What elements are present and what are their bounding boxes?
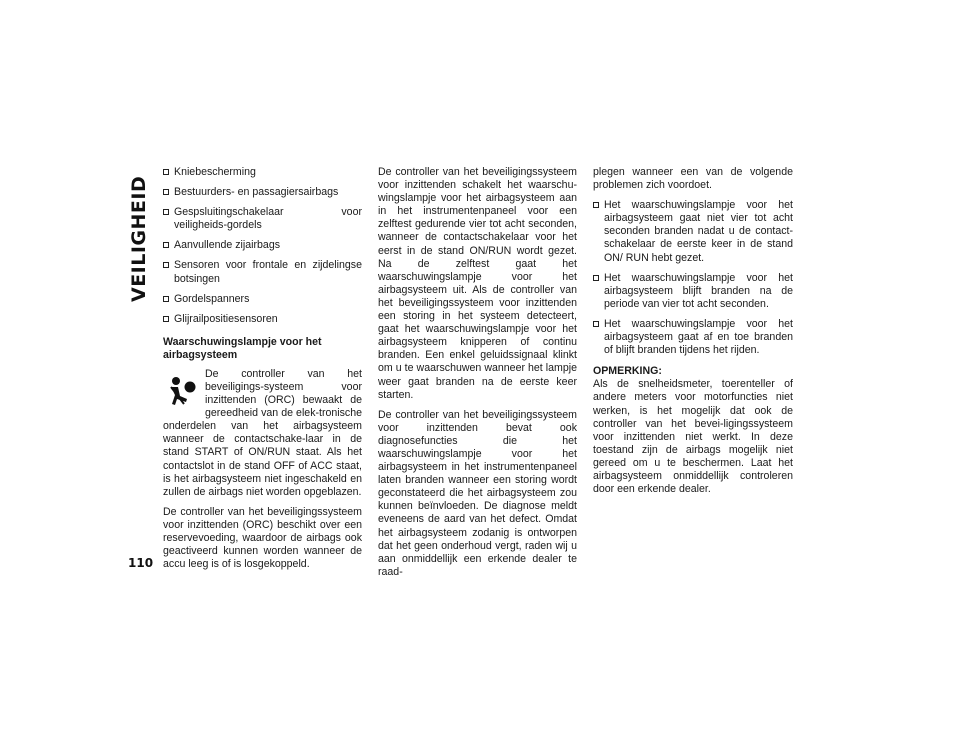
list-item-text: Bestuurders- en passagiersairbags: [174, 186, 339, 199]
paragraph: plegen wanneer een van de volgende problemen zich voordoet.: [593, 166, 793, 192]
list-item: [163, 293, 362, 306]
checkbox-bullet-icon: [163, 189, 169, 195]
column-1: [163, 166, 362, 578]
checkbox-bullet-icon: [593, 321, 599, 327]
list-item: [593, 318, 793, 357]
list-item: [163, 259, 362, 285]
checkbox-bullet-icon: [163, 316, 169, 322]
airbag-paragraph: [163, 368, 362, 499]
paragraph: De controller van het beveiligingssysteem voor inzittenden schakelt het waarschu-wingslampje voor het airbagsysteem aan in het instrumentenpaneel voor een zelftest gedurende vier tot acht seconden, wanneer de contactschakelaar voor het eerst in de stand ON/RUN wordt gezet. Na de zelftest gaat het waarschuwingslampje voor het airbagsysteem uit. Als de controller van het beveiligingssysteem voor inzittenden een storing in het systeem detecteert, gaat het waarschuwingslampje voor het airbagsysteem knipperen of continu branden. Een enkel geluidssignaal klinkt om u te waarschuwen wanneer het lampje weer gaat branden na de eerste keer starten.: [378, 166, 577, 401]
list-item-text: Sensoren voor frontale en zijdelingse botsingen: [174, 259, 362, 285]
list-item: [593, 272, 793, 311]
checkbox-bullet-icon: [593, 275, 599, 281]
list-item-text: Het waarschuwingslampje voor het airbagsysteem gaat af en toe branden of blijft branden tijdens het rijden.: [604, 317, 793, 357]
list-item: [163, 166, 362, 179]
section-heading: Waarschuwingslampje voor het airbagsysteem: [163, 335, 322, 361]
note-label: OPMERKING:: [593, 365, 662, 378]
column-3: [593, 166, 793, 503]
airbag-warning-icon: [163, 372, 201, 412]
list-item: [593, 199, 793, 264]
checkbox-bullet-icon: [163, 169, 169, 175]
list-item-text: Kniebescherming: [174, 166, 256, 178]
list-item-text: Gordelspanners: [174, 292, 250, 305]
column-2: [378, 166, 577, 586]
list-item-text: Aanvullende zijairbags: [174, 239, 281, 252]
checkbox-bullet-icon: [163, 296, 169, 302]
list-item-text: Glijrailpositiesensoren: [174, 312, 278, 325]
list-item: [163, 313, 362, 326]
checkbox-bullet-icon: [163, 242, 169, 248]
checkbox-bullet-icon: [593, 202, 599, 208]
checkbox-bullet-icon: [163, 209, 169, 215]
list-item-text: Het waarschuwingslampje voor het airbagsysteem gaat niet vier tot acht seconden branden nadat u de contact-schakelaar de eerste keer in de stand ON/ RUN hebt gezet.: [604, 199, 793, 264]
checkbox-bullet-icon: [163, 262, 169, 268]
paragraph: De controller van het beveiligings-systeem voor inzittenden (ORC) bewaakt de gereedheid van de elek-tronische onderdelen van het airbagsysteem wanneer de contactschake-laar in de stand START of ON/RUN staat. Als het contactslot in de stand OFF of ACC staat, is het airbagsysteem niet ingeschakeld en zullen de airbags niet worden opgeblazen.: [163, 367, 362, 498]
list-item-text: Gespsluitingschakelaar voor veiligheids-gordels: [174, 206, 362, 232]
paragraph: De controller van het beveiligingssysteem voor inzittenden bevat ook diagnosefuncties die het waarschuwingslampje voor het airbagsysteem in het instrumentenpaneel laten branden wanneer een storing wordt geconstateerd die het airbagsysteem zou kunnen beïnvloeden. De diagnose meldt eveneens de aard van het defect. Omdat het airbagsysteem zodanig is ontworpen dat het geen onderhoud vergt, raden wij u aan onmiddellijk een erkende dealer te raad-: [378, 408, 577, 578]
paragraph: De controller van het beveiligingssysteem voor inzittenden (ORC) beschikt over een reservevoeding, waardoor de airbags ook geactiveerd kunnen worden wanneer de accu leeg is of is losgekoppeld.: [163, 505, 362, 571]
list-item: [163, 186, 362, 199]
list-item: [163, 206, 362, 232]
note-text: Als de snelheidsmeter, toerenteller of andere meters voor motorfuncties niet werken, is het mogelijk dat ook de controller van het bevei-ligingssysteem voor inzittenden niet werkt. In deze toestand zijn de airbags mogelijk niet gereed om u te beschermen. Laat het airbagsysteem onmiddellijk controleren door een erkende dealer.: [593, 378, 793, 496]
page-number: 110: [128, 556, 154, 570]
section-title: VEILIGHEID: [128, 176, 150, 303]
list-item: [163, 239, 362, 252]
list-item-text: Het waarschuwingslampje voor het airbagsysteem blijft branden na de periode van vier tot acht seconden.: [604, 271, 793, 310]
